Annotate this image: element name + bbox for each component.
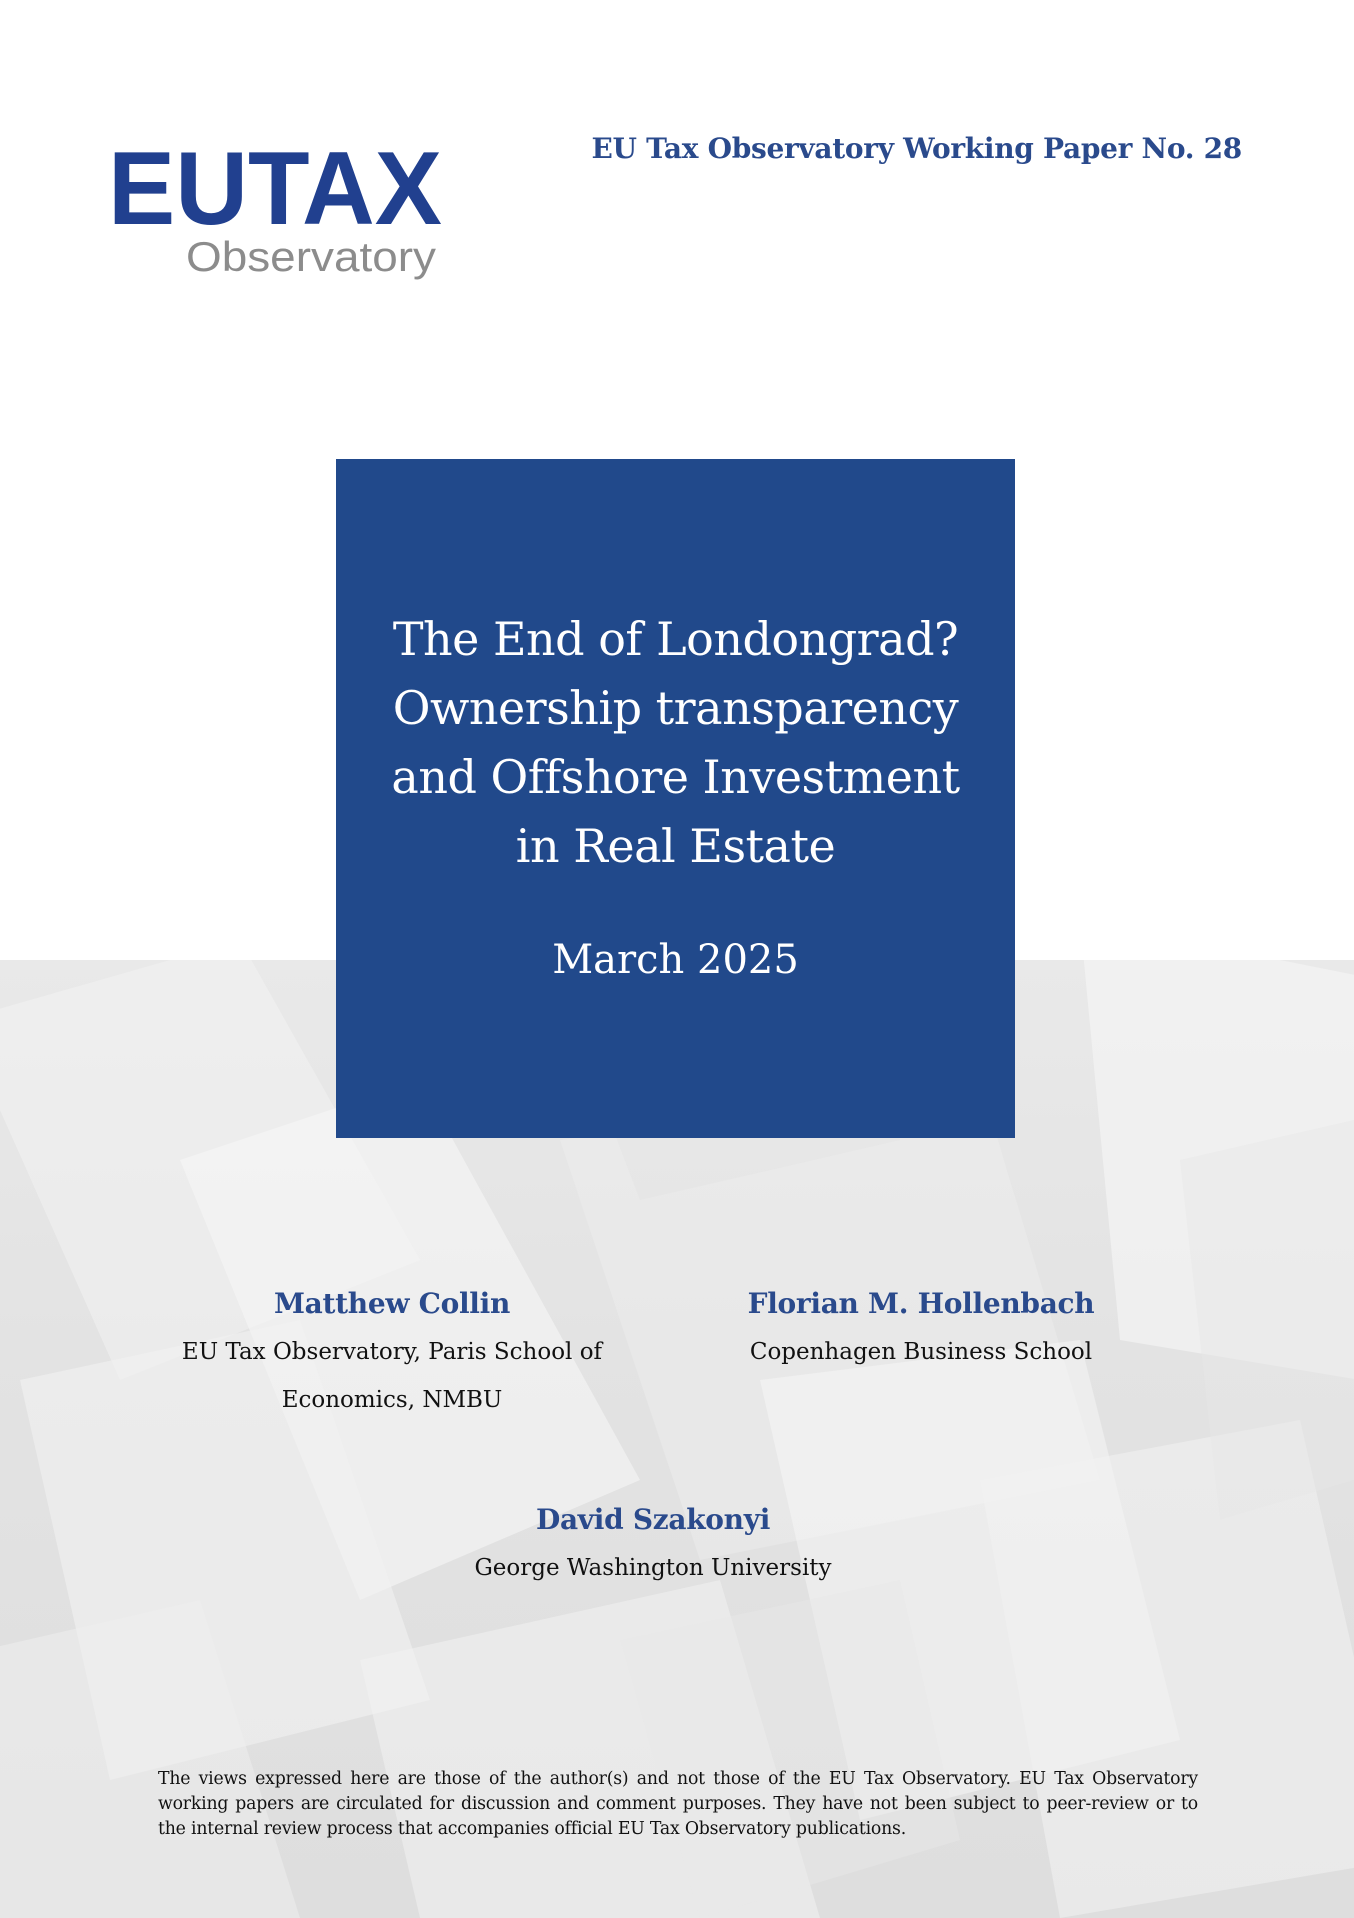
paper-title — [356, 605, 995, 881]
affiliation-line: George Washington University — [474, 1555, 832, 1581]
svg-text:EUTAX: EUTAX — [108, 140, 442, 247]
author-name: David Szakonyi — [535, 1503, 771, 1536]
affiliation-line: Copenhagen Business School — [749, 1339, 1093, 1365]
disclaimer: The views expressed here are those of the author(s) and not those of the EU Tax Observatory. EU Tax Observatory working papers are circulated for discussion and comment purposes. They have not been subject to peer-review or to the internal review process that accompanies official EU Tax Observatory publications. — [158, 1769, 1198, 1839]
author-affiliation — [700, 1328, 1142, 1376]
title-line: and Offshore Investment — [391, 750, 960, 804]
author-name: Matthew Collin — [273, 1287, 511, 1320]
author-affiliation — [427, 1544, 879, 1592]
title-line: Ownership transparency — [392, 681, 959, 735]
title-box — [336, 459, 1015, 1138]
publication-date: March 2025 — [552, 937, 799, 983]
author-block — [427, 1503, 879, 1592]
affiliation-line: Economics, NMBU — [281, 1387, 503, 1413]
svg-text:Observatory: Observatory — [186, 233, 436, 280]
eutax-logo-mark — [108, 140, 448, 285]
eutax-logo — [108, 140, 448, 285]
title-line: The End of Londongrad? — [392, 612, 959, 666]
author-name: Florian M. Hollenbach — [747, 1287, 1095, 1320]
author-block — [168, 1287, 616, 1424]
working-paper-series: EU Tax Observatory Working Paper No. 28 — [591, 132, 1242, 165]
author-block — [700, 1287, 1142, 1376]
affiliation-line: EU Tax Observatory, Paris School of — [181, 1339, 603, 1365]
author-affiliation — [168, 1328, 616, 1424]
title-line: in Real Estate — [515, 819, 836, 873]
